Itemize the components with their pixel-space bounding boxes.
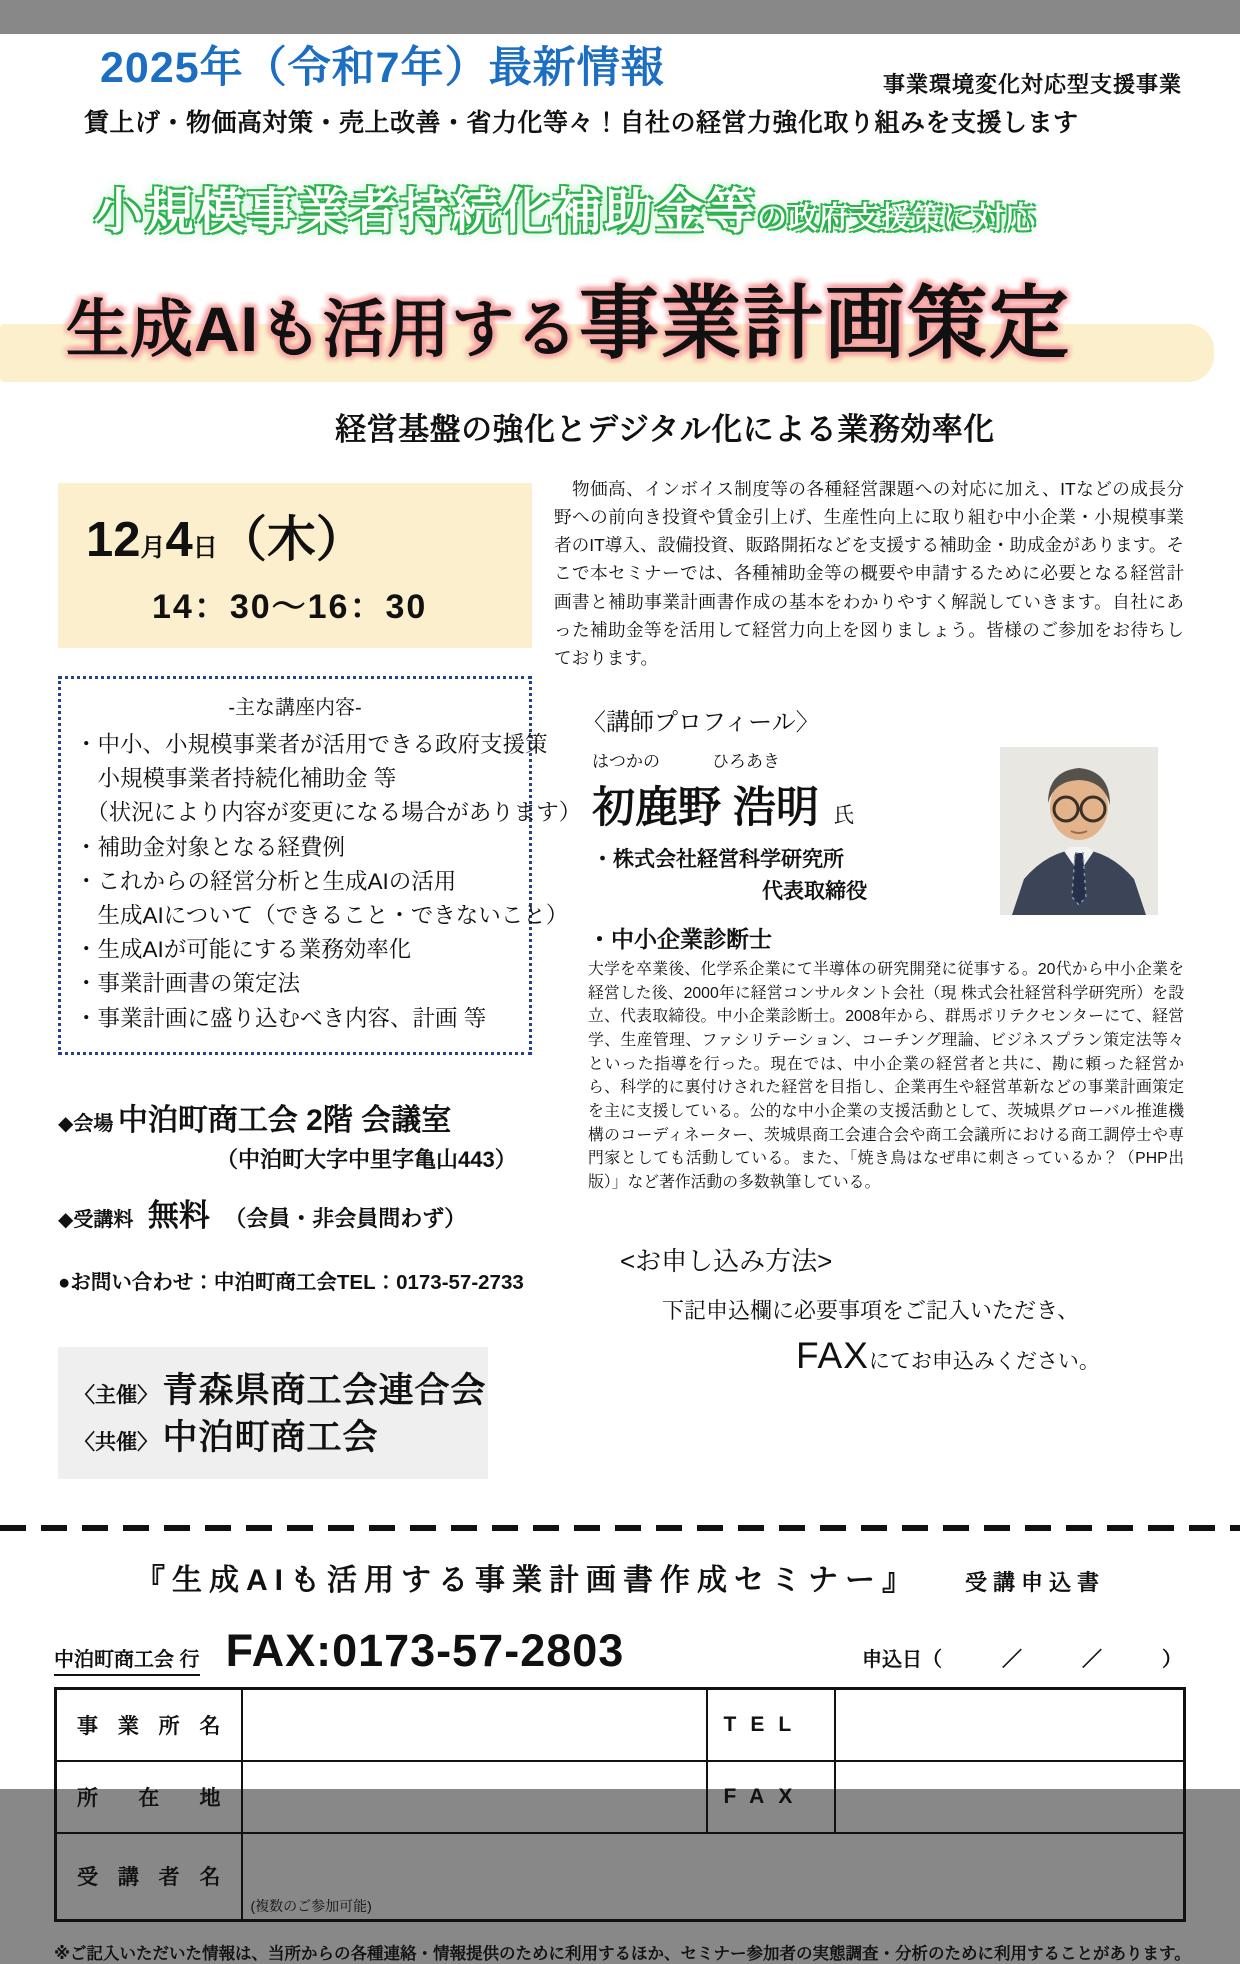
application-line1: 下記申込欄に必要事項をご記入いただき、 <box>662 1297 1080 1323</box>
seminar-date: 12月4日（木） <box>86 513 365 567</box>
lecturer-honorific: 氏 <box>833 803 855 827</box>
lecturer-name: 初鹿野 浩明 <box>592 783 819 832</box>
application-fax-word: FAX <box>796 1334 869 1376</box>
contact-line: ●お問い合わせ：中泊町商工会TEL：0173-57-2733 <box>58 1270 524 1294</box>
field-input-tel <box>835 1689 1185 1761</box>
form-seminar-title: 『生成AIも活用する事業計画書作成セミナー』 <box>134 1564 919 1598</box>
course-item: 小規模事業者持続化補助金 等 <box>75 766 397 792</box>
date-box <box>58 483 532 648</box>
form-addressee: 中泊町商工会 行 <box>54 1643 200 1676</box>
course-item: ・これからの経営分析と生成AIの活用 <box>75 868 457 894</box>
fee-label: ◆受講料 <box>58 1208 134 1231</box>
venue-section <box>58 1095 532 1295</box>
course-item: ・補助金対象となる経費例 <box>75 834 346 860</box>
host-label: 〈主催〉 <box>74 1383 158 1407</box>
venue-value: 中泊町商工会 2階 会議室 <box>117 1103 452 1137</box>
course-item: ・事業計画書の策定法 <box>75 971 301 997</box>
year-heading: 2025年（令和7年）最新情報 <box>100 44 665 92</box>
field-label-address: 所在地 <box>56 1761 242 1833</box>
intro-paragraph: 物価高、インボイス制度等の各種経営課題への対応に加え、ITなどの成長分野への前向き投資や賃金引上げ、生産性向上に取り組む中小企業・小規模事業者のIT導入、設備投資、販路開拓などを支援する補助金・助成金があります。そこで本セミナーでは、各種補助金等の概要や申請するために必要となる経営計画書と補助事業計画書作成の基本をわかりやすく解説していきます。自社にあった補助金等を活用して経営力向上を図りましょう。皆様のご参加をお待ちしております。 <box>554 479 1185 668</box>
main-title-lead: 生成AIも活用する <box>66 295 579 365</box>
course-item: ・事業計画に盛り込むべき内容、計画 等 <box>75 1005 487 1031</box>
left-column <box>58 475 582 1479</box>
subtitle: 経営基盤の強化とデジタル化による業務効率化 <box>335 412 995 447</box>
application-title: <お申し込み方法> <box>620 1245 833 1276</box>
lecturer-profile <box>554 702 1184 1195</box>
application-form-table <box>54 1687 1186 1922</box>
support-line: 賃上げ・物価高対策・売上改善・省力化等々！自社の経営力強化取り組みを支援します <box>84 109 1079 137</box>
application-line2: FAXにてお申込みください。 <box>796 1334 1100 1376</box>
form-fax-number: FAX:0173-57-2803 <box>225 1625 625 1677</box>
venue-label: ◆会場 <box>58 1112 114 1135</box>
right-column <box>554 475 1184 1479</box>
profile-section-title: 〈講師プロフィール〉 <box>582 708 820 736</box>
application-form-section <box>54 1555 1191 1964</box>
main-title-emphasis: 事業計画策定 <box>579 279 1071 368</box>
lecturer-company: ・株式会社経営科学研究所 <box>592 847 844 871</box>
lecturer-company-role: 代表取締役 <box>762 879 867 903</box>
form-apply-date: 申込日（ ／ ／ ） <box>862 1649 1182 1672</box>
fee-value: 無料 <box>147 1197 210 1233</box>
application-method <box>554 1241 1184 1377</box>
cut-line <box>0 1525 1240 1531</box>
course-contents-box <box>58 676 582 1055</box>
green-catch-suffix: の政府支援策に対応 <box>757 202 1037 235</box>
course-item: （状況により内容が変更になる場合があります） <box>75 800 582 826</box>
form-row-address <box>56 1761 1185 1833</box>
field-input-fax <box>835 1761 1185 1833</box>
course-item: ・生成AIが可能にする業務効率化 <box>75 937 412 963</box>
venue-address: （中泊町大字中里字亀山443） <box>216 1146 517 1172</box>
form-row-attendees <box>56 1833 1185 1921</box>
course-item: ・中小、小規模事業者が活用できる政府支援策 <box>75 732 548 757</box>
privacy-note: ※ご記入いただいた情報は、当所からの各種連絡・情報提供のために利用するほか、セミナー参加者の実態調査・分析のために利用することがあります。 <box>54 1945 1191 1964</box>
green-catch-main: 小規模事業者持続化補助金等 <box>94 185 758 239</box>
seminar-time: 14：30～16：30 <box>152 588 428 626</box>
course-item: 生成AIについて（できること・できないこと） <box>75 902 569 928</box>
form-row-business-name <box>56 1689 1185 1761</box>
lecturer-photo <box>1000 747 1158 915</box>
fee-note: （会員・非会員問わず） <box>224 1205 467 1231</box>
field-input-address <box>242 1761 707 1833</box>
attendees-note: (複数のご参加可能) <box>250 1898 372 1915</box>
main-title <box>0 259 1240 374</box>
lecturer-furigana: はつかの ひろあき <box>592 751 780 771</box>
field-label-fax: FAX <box>707 1761 835 1833</box>
field-input-attendees <box>242 1833 1185 1921</box>
course-contents-title: -主な講座内容- <box>228 697 362 719</box>
content-columns <box>58 475 1184 1479</box>
field-label-tel: TEL <box>707 1689 835 1761</box>
cohost-name: 中泊町商工会 <box>162 1417 379 1457</box>
form-doc-type: 受講申込書 <box>964 1570 1105 1596</box>
host-name: 青森県商工会連合会 <box>162 1370 487 1410</box>
flyer-page <box>0 34 1240 1964</box>
green-catch-line <box>94 173 1240 243</box>
program-tag: 事業環境変化対応型支援事業 <box>882 72 1182 97</box>
lecturer-qualification: ・中小企業診断士 <box>588 925 772 952</box>
lecturer-bio: 大学を卒業後、化学系企業にて半導体の研究開発に従事する。20代から中小企業を経営した後、2000年に経営コンサルタント会社（現 株式会社経営科学研究所）を設立、代表取締役。中小企業診断士。2008年から、群馬ポリテクセンターにて、経営学、生産管理、ファシリテーション、コーチング理論、ビジネスプラン策定法等々といった指導を行った。現在では、中小企業の経営者と共に、勘に頼った経営から、科学的に裏付けされた経営を目指し、企業再生や経営革新などの事業計画策定を主に支援している。公的な中小企業の支援活動として、茨城県グローバル推進機構のコーディネーター、茨城県商工会連合会や商工会議所における商工調停士や専門家としても活動している。また、「焼き鳥はなぜ串に刺さっているか？（PHP出版）」など著作活動の多数執筆している。 <box>588 960 1184 1192</box>
cohost-label: 〈共催〉 <box>74 1430 158 1454</box>
organizer-box <box>58 1347 488 1480</box>
field-input-business-name <box>242 1689 707 1761</box>
field-label-business-name: 事業所名 <box>56 1689 242 1761</box>
field-label-attendees: 受講者名 <box>56 1833 242 1921</box>
